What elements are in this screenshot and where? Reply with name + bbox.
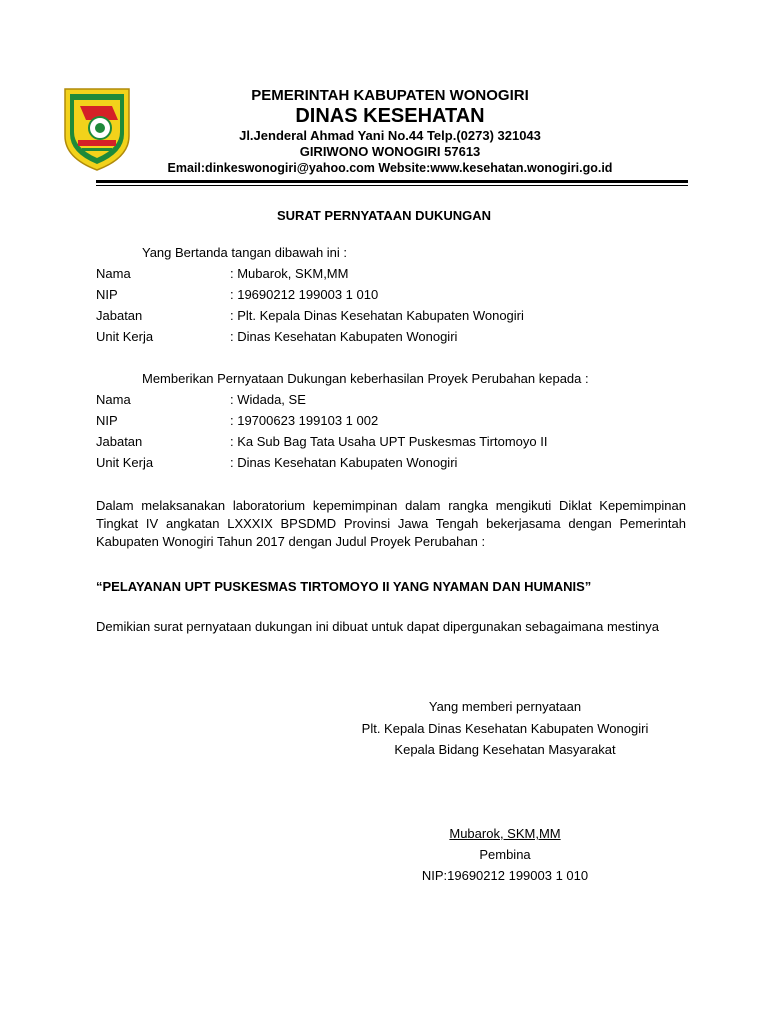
signer-row-position [96, 308, 696, 324]
signer-row-unit [96, 329, 696, 345]
field-label: Jabatan [96, 308, 143, 323]
office-city: GIRIWONO WONOGIRI 57613 [299, 144, 481, 159]
support-intro-text: Memberikan Pernyataan Dukungan keberhasilan Proyek Perubahan kepada : [142, 371, 589, 386]
signer-row-nip [96, 287, 696, 303]
recipient-row-name [96, 392, 696, 408]
field-label: NIP [96, 413, 118, 428]
government-name: PEMERINTAH KABUPATEN WONOGIRI [251, 87, 529, 104]
letterhead-divider [96, 180, 688, 183]
field-label: Nama [96, 266, 131, 281]
field-label: Unit Kerja [96, 329, 154, 344]
signature-name-wrap [330, 826, 680, 842]
field-value: : 19690212 199003 1 010 [230, 287, 379, 302]
signature-rank: Pembina [479, 847, 531, 862]
field-value: : Plt. Kepala Dinas Kesehatan Kabupaten Wonogiri [230, 308, 524, 323]
field-label: Nama [96, 392, 131, 407]
letterhead [140, 86, 640, 176]
field-value: : Dinas Kesehatan Kabupaten Wonogiri [230, 455, 458, 470]
field-value: : Ka Sub Bag Tata Usaha UPT Puskesmas Tirtomoyo II [230, 434, 548, 449]
field-value: : Widada, SE [230, 392, 306, 407]
field-value: : 19700623 199103 1 002 [230, 413, 379, 428]
signature-department: Kepala Bidang Kesehatan Masyarakat [394, 742, 616, 757]
office-name: DINAS KESEHATAN [295, 105, 485, 127]
field-value: : Mubarok, SKM,MM [230, 266, 349, 281]
signer-row-name [96, 266, 696, 282]
wonogiri-emblem-icon [62, 86, 132, 172]
recipient-row-unit [96, 455, 696, 471]
body-paragraph: Dalam melaksanakan laboratorium kepemimpinan dalam rangka mengikuti Diklat Kepemimpinan Tingkat IV angkatan LXXXIX BPSDMD Provinsi Jawa Tengah bekerjasama dengan Pemerintah Kabupaten Wonogiri Tahun 2017 dengan Judul Proyek Perubahan : [96, 498, 686, 549]
field-label: Unit Kerja [96, 455, 154, 470]
signature-position: Plt. Kepala Dinas Kesehatan Kabupaten Wonogiri [361, 721, 649, 736]
office-contact: Email:dinkeswonogiri@yahoo.com Website:www.kesehatan.wonogiri.go.id [167, 161, 613, 175]
signature-name: Mubarok, SKM,MM [449, 826, 561, 841]
intro-text: Yang Bertanda tangan dibawah ini : [142, 245, 348, 260]
signature-statement: Yang memberi pernyataan [428, 699, 582, 714]
field-label: NIP [96, 287, 118, 302]
project-title: “PELAYANAN UPT PUSKESMAS TIRTOMOYO II YANG NYAMAN DAN HUMANIS” [96, 579, 592, 594]
letterhead-divider-thin [96, 185, 688, 186]
signature-nip: NIP:19690212 199003 1 010 [421, 868, 589, 883]
closing-paragraph: Demikian surat pernyataan dukungan ini dibuat untuk dapat dipergunakan sebagaimana mestinya [96, 619, 659, 634]
letter-title: SURAT PERNYATAAN DUKUNGAN [276, 208, 492, 223]
recipient-row-nip [96, 413, 696, 429]
recipient-row-position [96, 434, 696, 450]
field-label: Jabatan [96, 434, 143, 449]
office-address: Jl.Jenderal Ahmad Yani No.44 Telp.(0273) 321043 [239, 128, 541, 143]
field-value: : Dinas Kesehatan Kabupaten Wonogiri [230, 329, 458, 344]
